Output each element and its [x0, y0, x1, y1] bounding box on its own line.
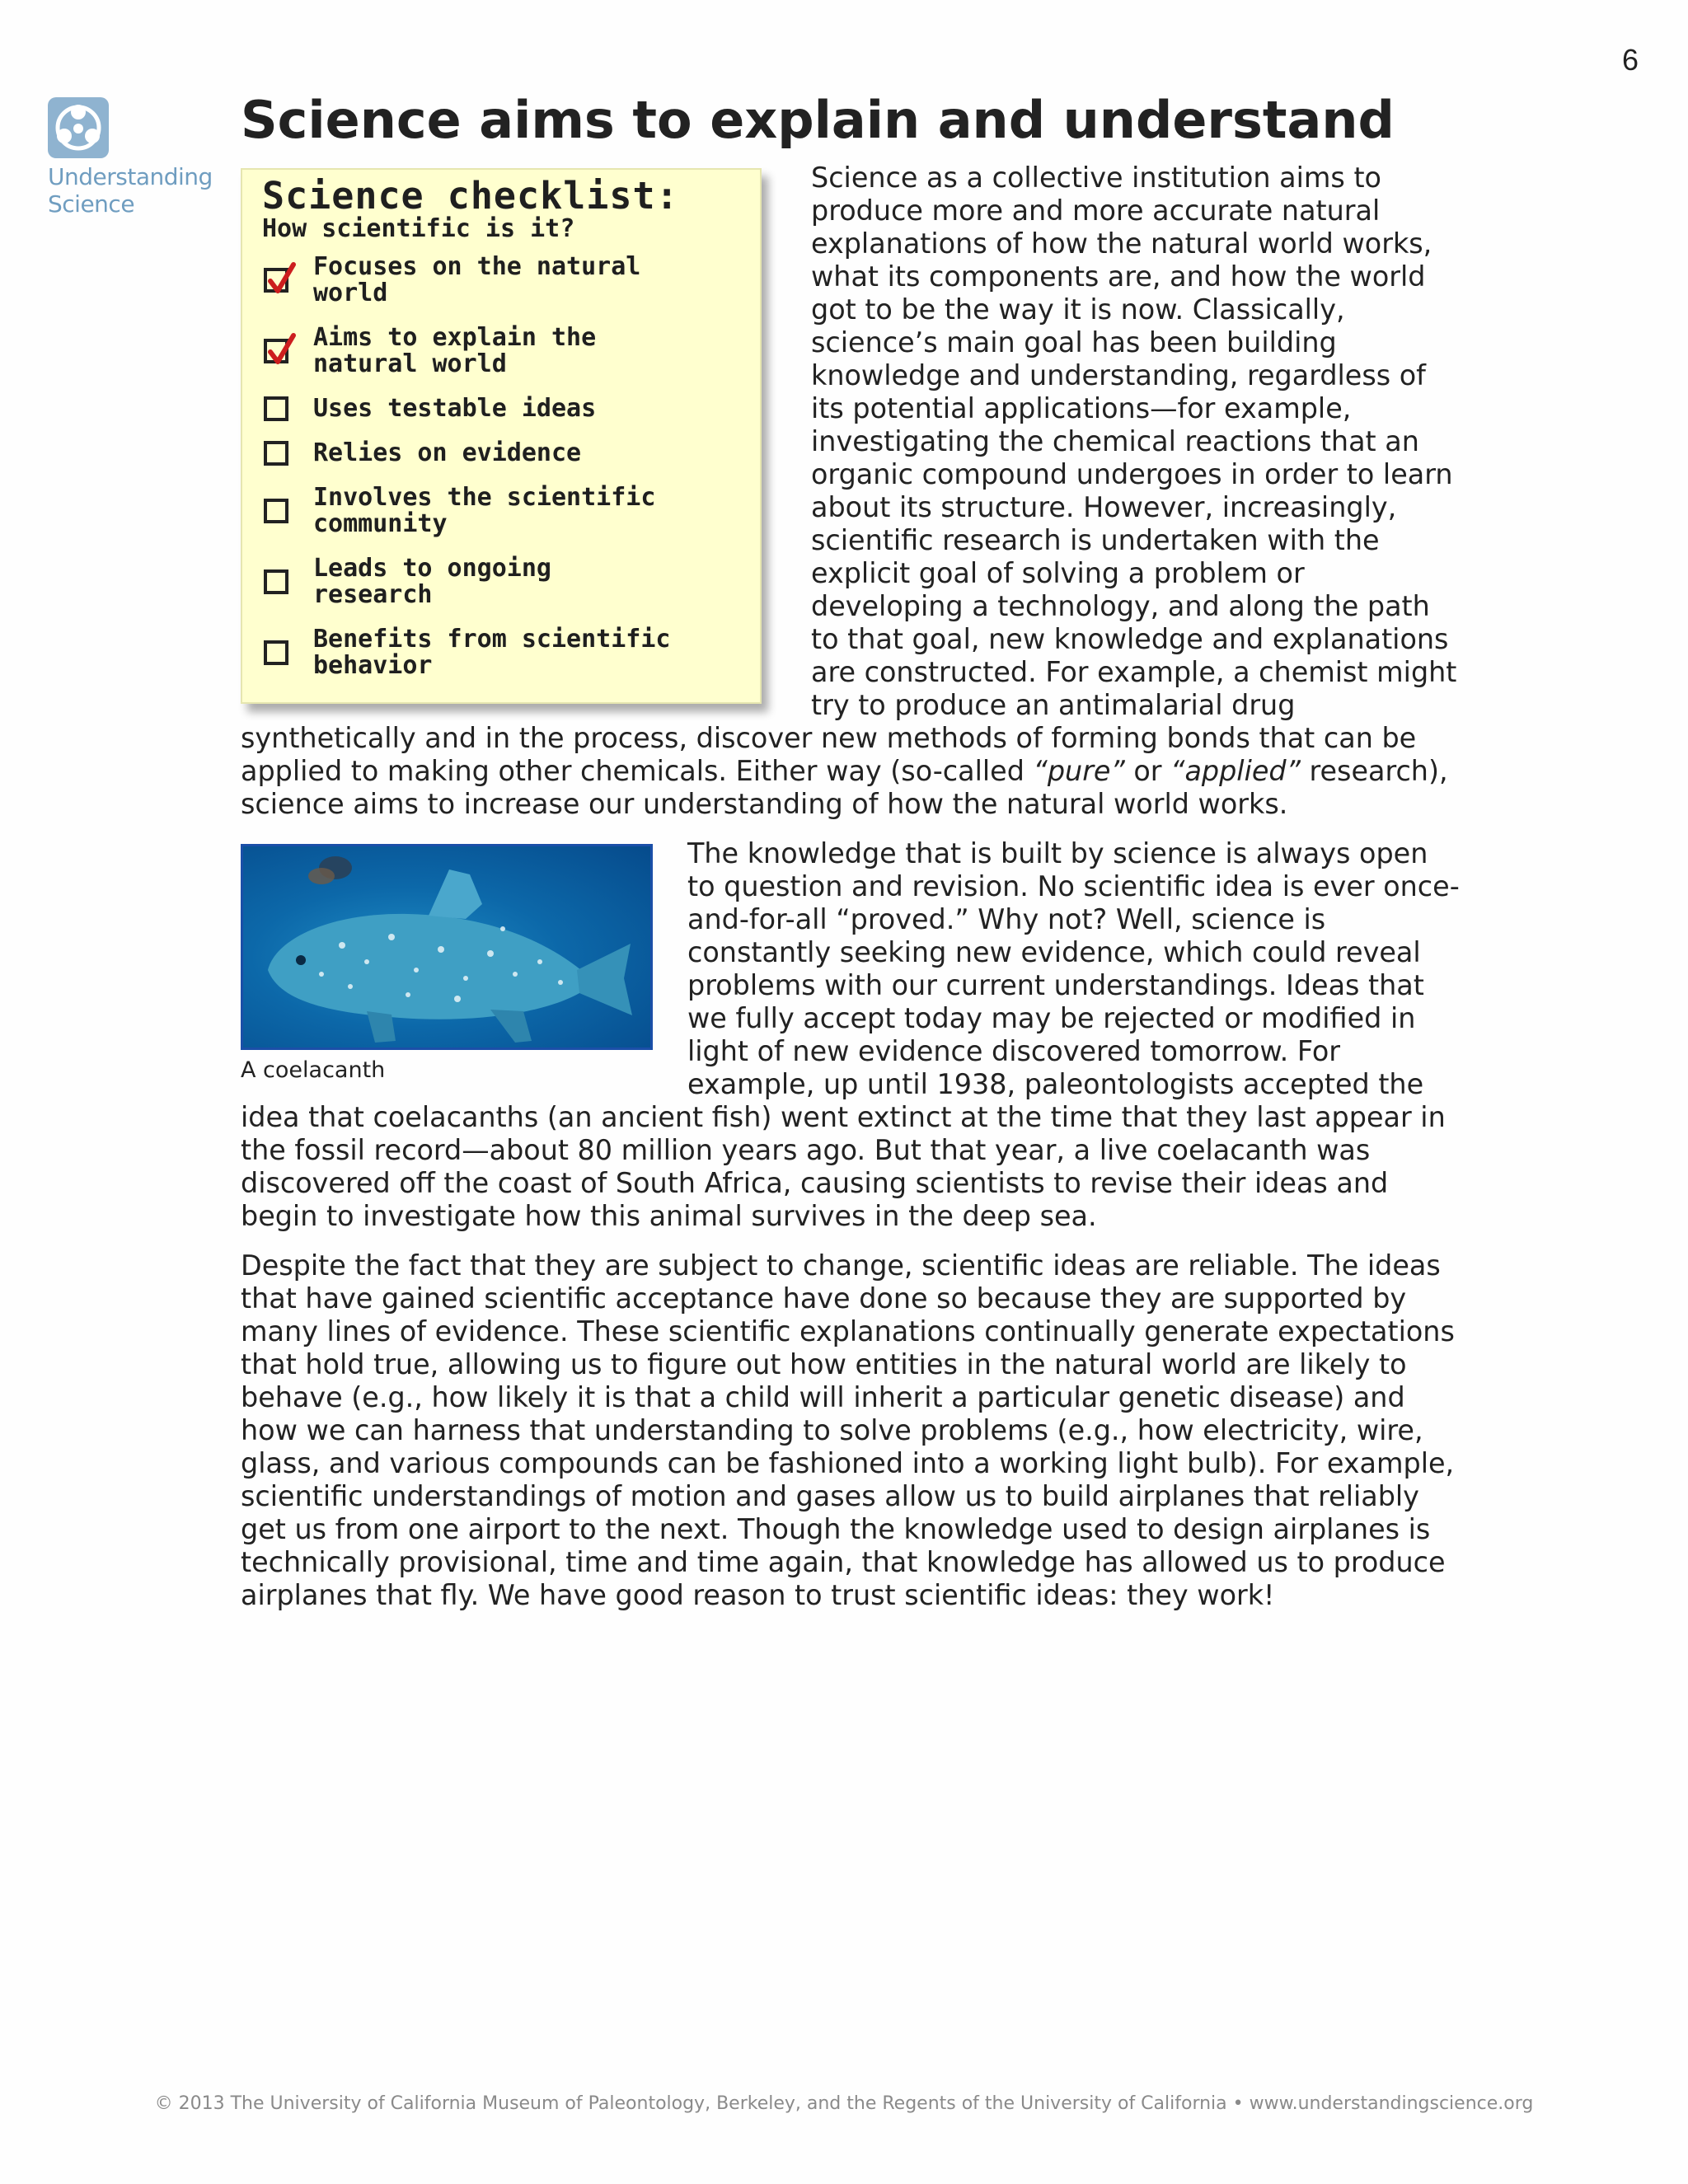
checklist-item — [262, 325, 742, 377]
checklist-title: Science checklist: — [262, 174, 679, 218]
science-checklist — [241, 168, 762, 704]
checklist-item — [262, 254, 742, 307]
understanding-science-logo — [48, 97, 237, 218]
checklist-item — [262, 396, 742, 422]
paragraph-2: The knowledge that is built by science is always open to question and revision. No scientific idea is ever once-and-for-all “proved.” Why not? Well, science is constantly seeking new evidence, which could reveal problems with our current understandings. Ideas that we fully accept today may be rejected or modified in light of new evidence discovered tomorrow. For example, up until 1938, paleontologists accepted the idea that coelacanths (an ancient fish) went extinct at the time that they last appear in the fossil record—about 80 million years ago. But that year, a live coelacanth was discovered off the coast of South Africa, causing scientists to revise their ideas and begin to investigate how this animal survives in the deep sea. — [241, 837, 1460, 1232]
logo-wordmark: Understanding Science — [48, 163, 213, 218]
checklist-item-label: Leads to ongoing research — [313, 554, 551, 609]
checklist-items — [262, 254, 742, 679]
empty-checkbox-icon — [264, 640, 288, 665]
checklist-item-label: Involves the scientific community — [313, 483, 656, 538]
pure-term: “pure” — [1033, 755, 1125, 787]
paragraph-3: Despite the fact that they are subject to change, scientific ideas are reliable. The ideas that have gained scientific acceptance have done so because they are supported by many lines of evidence. These scientific explanations continually generate expectations that hold true, allowing us to figure out how entities in the natural world are likely to behave (e.g., how likely it is that a child will inherit a particular genetic disease) and how we can harness that understanding to solve problems (e.g., how electricity, wire, glass, and various compounds can be fashioned into a working light bulb). For example, scientific understandings of motion and gases allow us to build airplanes that reliably get us from one airport to the next. Though the knowledge used to design airplanes is technically provisional, time and time again, that knowledge has allowed us to produce airplanes that fly. We have good reason to trust scientific ideas: they work! — [241, 1249, 1455, 1611]
coelacanth-image — [241, 844, 653, 1050]
checklist-item — [262, 555, 742, 608]
empty-checkbox-icon — [264, 569, 288, 594]
paragraph-1-text-a: Science as a collective institution aims to produce more and more accurate natural explanations of how the natural world works, what its components are, and how the world got to be the way it is now. Classically, science’s main goal has been building knowledge and understanding, regardless of its potential applications—for example, investigating the chemical reactions that an organic compound undergoes in order to learn about its structure. However, increasingly, scientific research is undertaken with the explicit goal of solving a problem or developing a technology, and along the path to that goal, new knowledge and explanations are constructed. For example, a chemist might try to produce an antimalarial drug synthetically and in the process, discover new methods of forming bonds that can be applied to making other chemicals. Either way (so-called — [241, 162, 1457, 787]
checked-checkbox-icon — [264, 268, 288, 293]
page-title: Science aims to explain and understand — [241, 90, 1395, 150]
checklist-subtitle: How scientific is it? — [262, 214, 575, 243]
checklist-item-label: Focuses on the natural world — [313, 252, 641, 307]
empty-checkbox-icon — [264, 441, 288, 466]
article-body — [241, 162, 1461, 1612]
checklist-item — [262, 440, 742, 466]
checklist-item — [262, 626, 742, 679]
checklist-item-label: Relies on evidence — [313, 438, 582, 467]
paragraph-1-text-b: or — [1124, 755, 1171, 787]
checklist-item-label: Benefits from scientific behavior — [313, 625, 671, 680]
empty-checkbox-icon — [264, 499, 288, 523]
applied-term: “applied” — [1170, 755, 1301, 787]
page-number: 6 — [1621, 43, 1639, 77]
figure-caption: A coelacanth — [241, 1057, 386, 1083]
empty-checkbox-icon — [264, 396, 288, 421]
paragraph-1-text-c: research), science aims to increase our understanding of how the natural world works. — [241, 755, 1448, 820]
coelacanth-figure — [241, 844, 653, 1085]
logo-icon — [48, 97, 109, 158]
checked-checkbox-icon — [264, 339, 288, 363]
checklist-item — [262, 485, 742, 537]
checklist-item-label: Uses testable ideas — [313, 394, 597, 423]
copyright-footer: © 2013 The University of California Museum of Paleontology, Berkeley, and the Regents of the University of California • www.understandingscience.org — [154, 2093, 1534, 2114]
checklist-item-label: Aims to explain the natural world — [313, 323, 597, 378]
